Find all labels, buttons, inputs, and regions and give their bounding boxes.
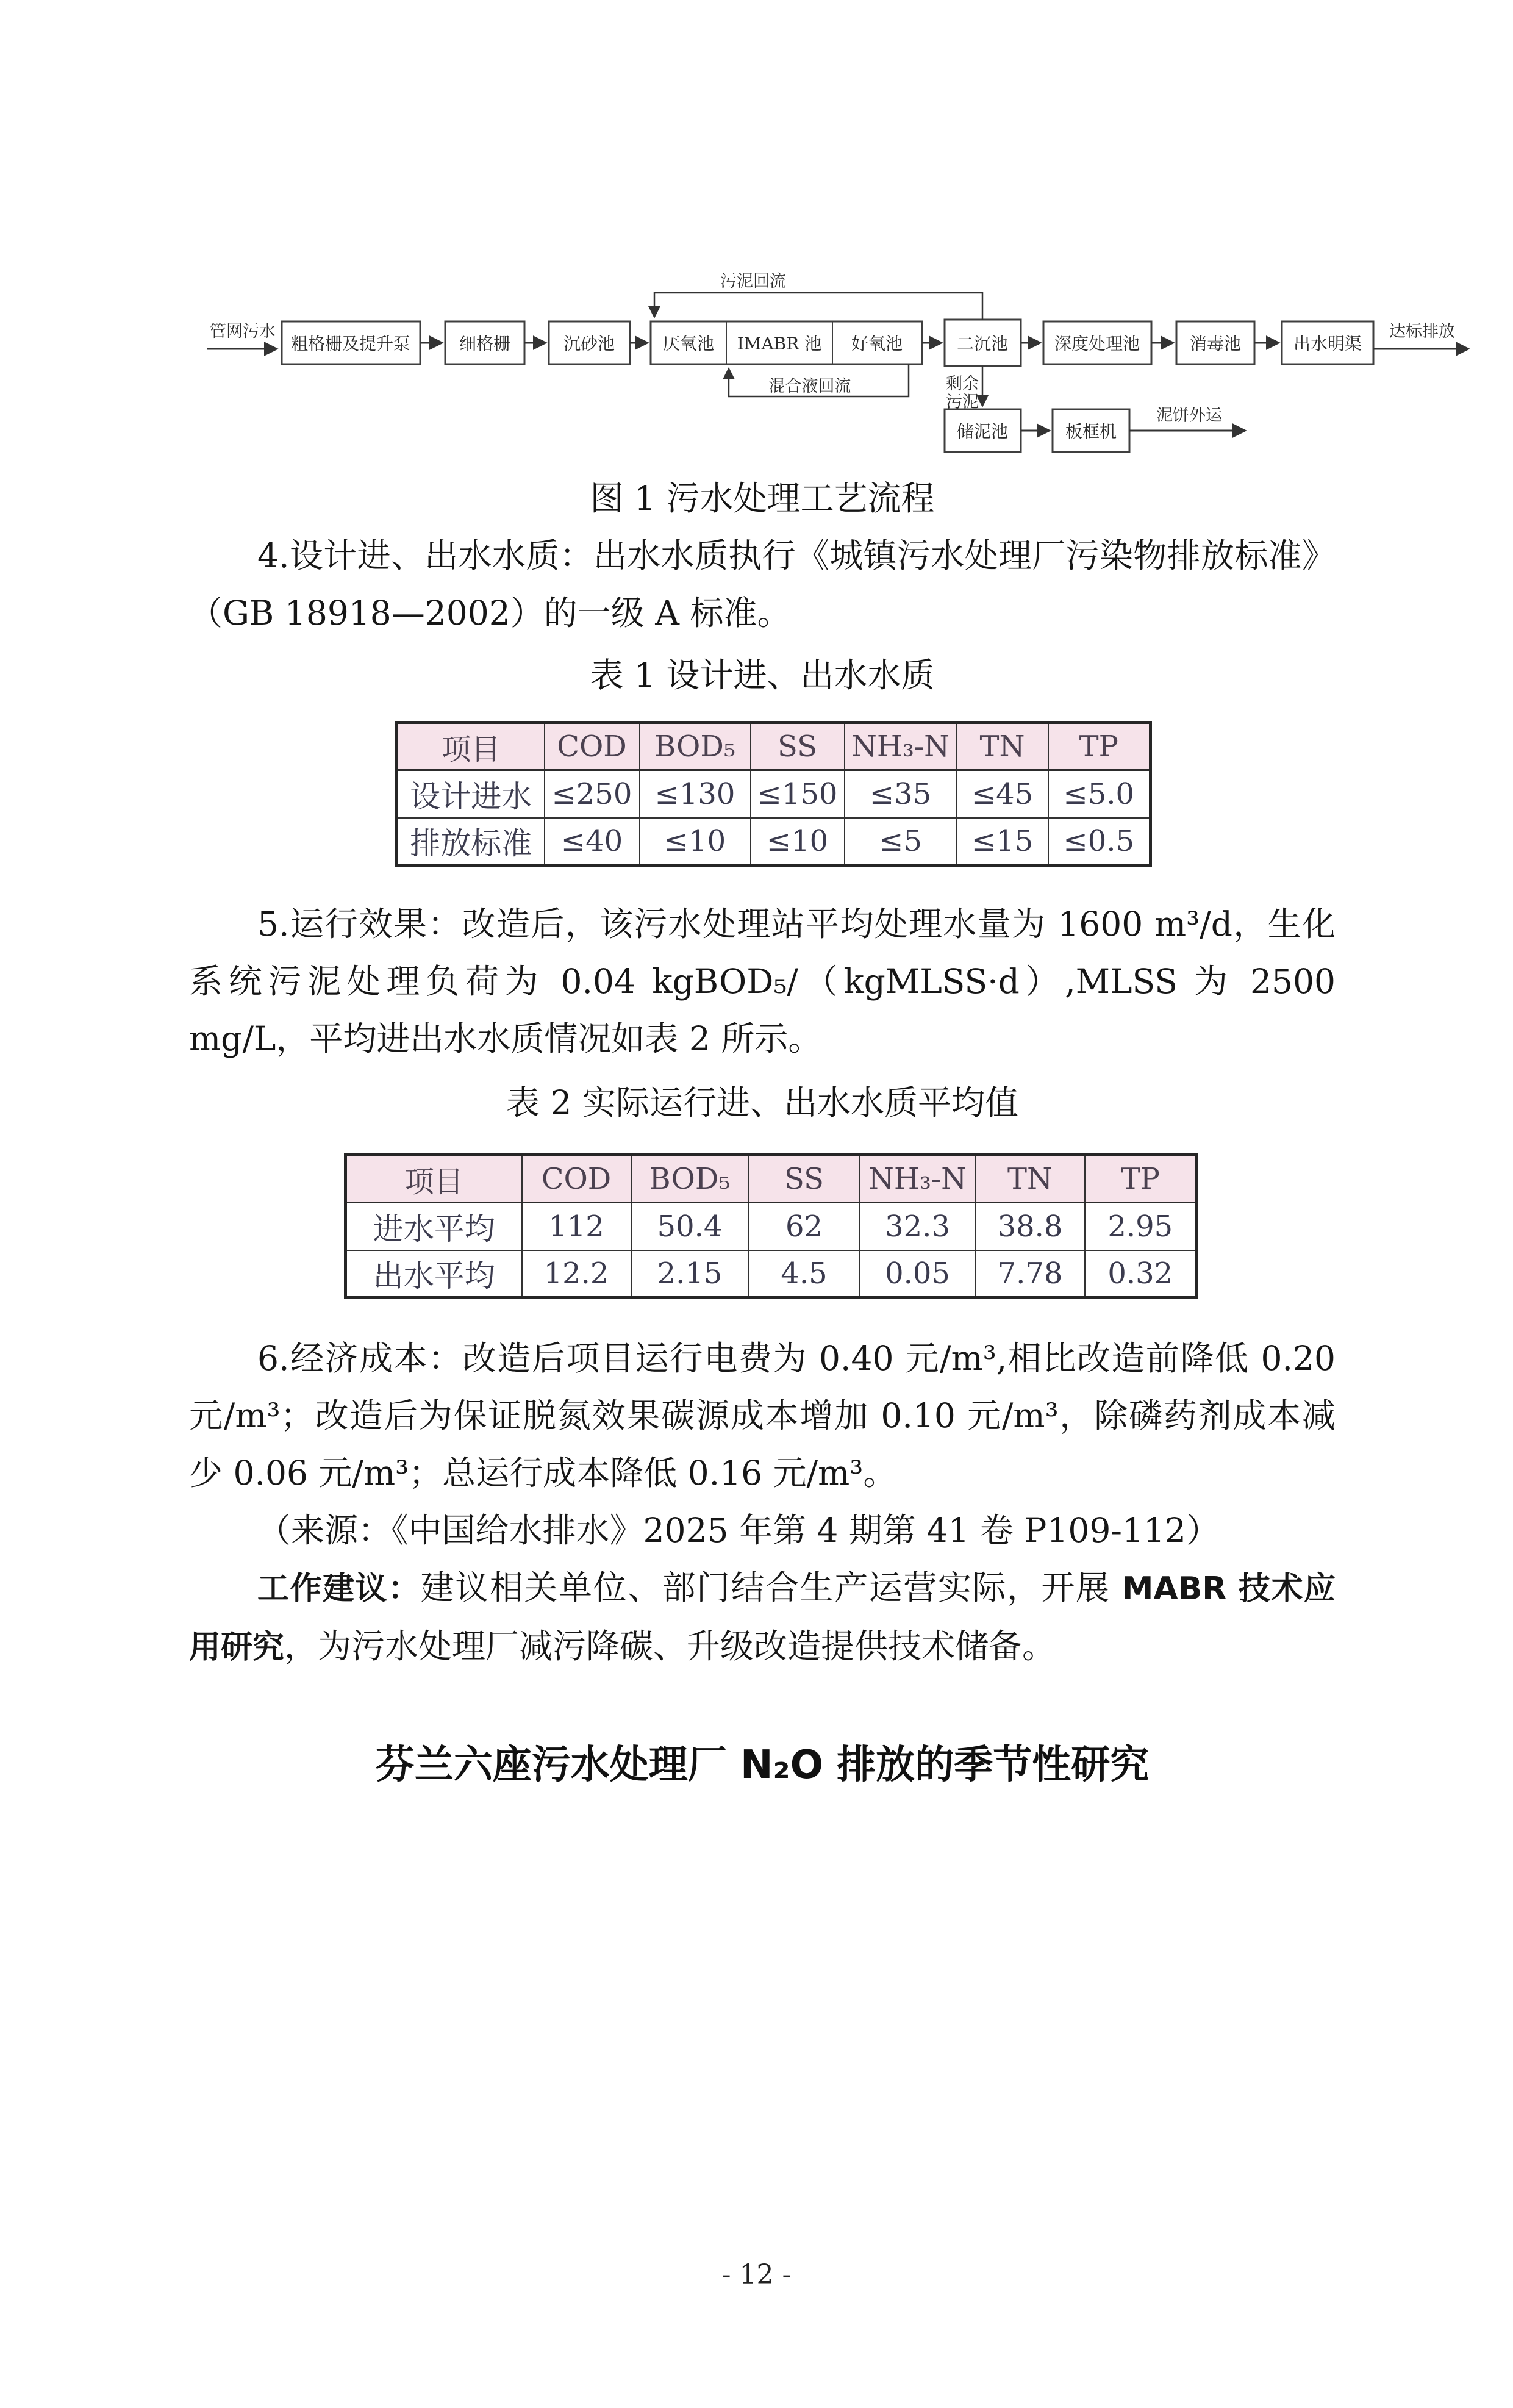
table1-cell: ≤5.0	[1048, 770, 1151, 818]
suggestion-body-2: ，为污水处理厂减污降碳、升级改造提供技术储备。	[284, 1627, 1056, 1666]
excess-sludge-label-line2: 污泥	[946, 393, 979, 412]
suggestion-lead-bold: 工作建议：	[257, 1571, 421, 1607]
table1-cell: ≤45	[957, 770, 1048, 818]
table1-cell: ≤10	[751, 818, 845, 865]
table2-header-cell: SS	[749, 1155, 860, 1203]
diagram-box-label-disinfect: 消毒池	[1189, 334, 1242, 354]
table1-row-label: 排放标准	[397, 818, 545, 865]
table1-cell: ≤35	[845, 770, 957, 818]
table-row	[397, 723, 1151, 770]
paragraph-6-economic-cost: 6.经济成本：改造后项目运行电费为 0.40 元/m³,相比改造前降低 0.20 元/m³；改造后为保证脱氮效果碳源成本增加 0.10 元/m³，除磷药剂成本减少 0.06 元/m³；总运行成本降低 0.16 元/m³。	[189, 1339, 1336, 1492]
table1-header-cell: COD	[545, 723, 640, 770]
sludge-return-line	[654, 293, 982, 320]
source-line: （来源：《中国给水排水》2025 年第 4 期第 41 卷 P109-112）	[257, 1511, 1220, 1550]
diagram-box-label-coarse: 粗格栅及提升泵	[290, 334, 411, 354]
table1-cell: ≤250	[545, 770, 640, 818]
excess-sludge-label-line1: 剩余	[946, 374, 979, 393]
diagram-box-label-plate-frame: 板框机	[1065, 421, 1117, 442]
diagram-box-label-anaerobic: 厌氧池	[662, 334, 715, 354]
process-flow-svg	[207, 268, 1476, 470]
table2-cell: 0.05	[860, 1250, 976, 1298]
diagram-box-label-aerobic: 好氧池	[851, 334, 903, 354]
table1-cell: ≤5	[845, 818, 957, 865]
table1-cell: ≤40	[545, 818, 640, 865]
table2-caption: 表 2 实际运行进、出水水质平均值	[506, 1083, 1018, 1122]
table-row	[346, 1203, 1197, 1250]
table2-cell: 50.4	[631, 1203, 749, 1250]
table2-cell: 112	[522, 1203, 631, 1250]
diagram-box-label-secondary: 二沉池	[956, 334, 1009, 354]
table2-cell: 12.2	[522, 1250, 631, 1298]
cake-out-label: 泥饼外运	[1156, 406, 1222, 425]
table1-header-cell: TP	[1048, 723, 1151, 770]
page-number: - 12 -	[721, 2259, 792, 2290]
table1-cell: ≤10	[640, 818, 751, 865]
table2-cell: 7.78	[976, 1250, 1085, 1298]
table1-caption: 表 1 设计进、出水水质	[590, 656, 935, 695]
table2-header-cell: 项目	[346, 1155, 522, 1203]
table1-cell: ≤130	[640, 770, 751, 818]
table2-cell: 38.8	[976, 1203, 1085, 1250]
suggestion-paragraph	[189, 1559, 1336, 1676]
table1-header-cell: BOD₅	[640, 723, 751, 770]
table2-row-label: 出水平均	[346, 1250, 522, 1298]
table2-header-cell: TN	[976, 1155, 1085, 1203]
outlet-label: 达标排放	[1389, 322, 1455, 341]
table2-cell: 0.32	[1085, 1250, 1197, 1298]
document-page	[0, 268, 1513, 2408]
mixed-return-label: 混合液回流	[768, 377, 851, 396]
table2-header-cell: NH₃-N	[860, 1155, 976, 1203]
sludge-return-label: 污泥回流	[720, 272, 786, 291]
table2-row-label: 进水平均	[346, 1203, 522, 1250]
figure1-caption: 图 1 污水处理工艺流程	[590, 479, 935, 518]
table-row	[346, 1155, 1197, 1203]
diagram-box-label-grit: 沉砂池	[563, 334, 615, 354]
next-article-heading: 芬兰六座污水处理厂 N₂O 排放的季节性研究	[375, 1743, 1150, 1788]
table1-header-cell: TN	[957, 723, 1048, 770]
diagram-box-label-fine: 细格栅	[459, 334, 511, 354]
diagram-box-label-imabr: IMABR 池	[737, 334, 822, 354]
inlet-label: 管网污水	[210, 322, 276, 341]
table1-design-water-quality	[395, 721, 1152, 867]
suggestion-mabr-bold: MABR 技术应用研究	[189, 1571, 1336, 1666]
process-flow-diagram	[207, 268, 1476, 470]
suggestion-body-1: 建议相关单位、部门结合生产运营实际，开展	[420, 1568, 1122, 1607]
paragraph-5-operation-results: 5.运行效果：改造后，该污水处理站平均处理水量为 1600 m³/d，生化系统污泥处理负荷为 0.04 kgBOD₅/（kgMLSS·d）,MLSS 为 2500 mg/L，平均进出水水质情况如表 2 所示。	[189, 905, 1336, 1058]
table2-header-cell: BOD₅	[631, 1155, 749, 1203]
diagram-box-label-outlet-channel: 出水明渠	[1293, 334, 1362, 354]
diagram-box-label-sludge-storage: 储泥池	[956, 421, 1009, 442]
table2-header-cell: TP	[1085, 1155, 1197, 1203]
table1-header-cell: 项目	[397, 723, 545, 770]
table-row	[346, 1250, 1197, 1298]
diagram-box-label-advanced: 深度处理池	[1054, 334, 1140, 354]
table2-cell: 2.15	[631, 1250, 749, 1298]
table2-cell: 4.5	[749, 1250, 860, 1298]
table2-cell: 62	[749, 1203, 860, 1250]
table1-cell: ≤150	[751, 770, 845, 818]
table1-row-label: 设计进水	[397, 770, 545, 818]
text-content	[0, 470, 1513, 1796]
table1-cell: ≤15	[957, 818, 1048, 865]
table1-header-cell: SS	[751, 723, 845, 770]
table-row	[397, 770, 1151, 818]
table2-header-cell: COD	[522, 1155, 631, 1203]
table-row	[397, 818, 1151, 865]
table1-header-cell: NH₃-N	[845, 723, 957, 770]
paragraph-4-design-quality: 4.设计进、出水水质：出水水质执行《城镇污水处理厂污染物排放标准》（GB 18918—2002）的一级 A 标准。	[189, 536, 1336, 632]
table2-cell: 2.95	[1085, 1203, 1197, 1250]
table2-cell: 32.3	[860, 1203, 976, 1250]
table2-actual-water-quality	[344, 1153, 1198, 1299]
table1-cell: ≤0.5	[1048, 818, 1151, 865]
